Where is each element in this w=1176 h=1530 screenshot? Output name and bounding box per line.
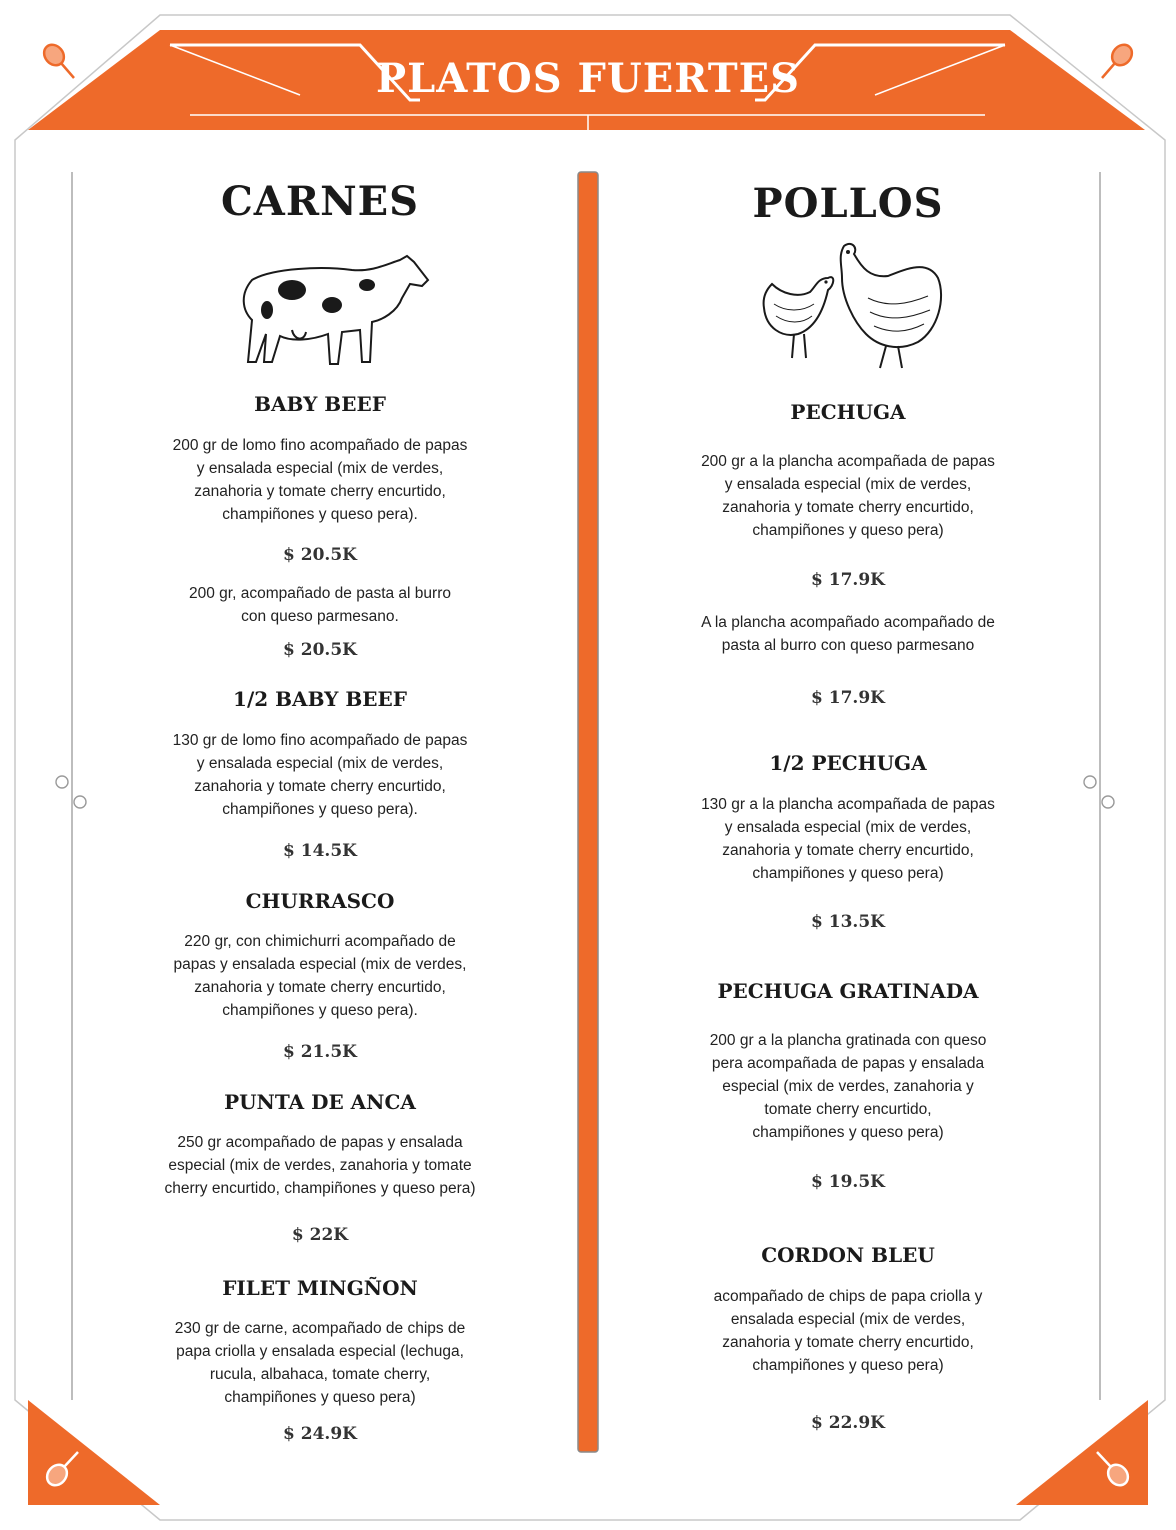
item-name-baby-beef: BABY BEEF bbox=[254, 392, 386, 416]
center-divider bbox=[578, 172, 598, 1452]
item-price-cordon-bleu: $ 22.9K bbox=[811, 1413, 885, 1433]
item-desc-punta-de-anca: 250 gr acompañado de papas y ensalada especial (mix de verdes, zanahoria y tomate cherry encurtido, champiñones y queso pera) bbox=[164, 1134, 476, 1197]
item-price-churrasco: $ 21.5K bbox=[283, 1042, 357, 1062]
item-desc-pechuga-gratinada: 200 gr a la plancha gratinada con queso pera acompañada de papas y ensalada especial (mix de verdes, zanahoria y tomate cherry encurtido, champiñones y queso pera) bbox=[709, 1032, 987, 1141]
item-name-pechuga: PECHUGA bbox=[790, 400, 906, 424]
item-price-pechuga-gratinada: $ 19.5K bbox=[811, 1172, 885, 1192]
item-name-filet-mignon: FILET MINGÑON bbox=[222, 1276, 418, 1300]
page-title: PLATOS FUERTES bbox=[376, 55, 800, 102]
item-desc-cordon-bleu: acompañado de chips de papa criolla y ensalada especial (mix de verdes, zanahoria y tomate cherry encurtido, champiñones y queso pera) bbox=[713, 1288, 983, 1374]
bottom-left-corner bbox=[28, 1400, 160, 1505]
item-price-pechuga: $ 17.9K bbox=[811, 570, 885, 590]
item-desc-pechuga-pasta: A la plancha acompañado acompañado de pasta al burro con queso parmesano bbox=[701, 614, 995, 654]
item-price-filet-mignon: $ 24.9K bbox=[283, 1424, 357, 1444]
item-price-half-baby-beef: $ 14.5K bbox=[283, 841, 357, 861]
cow-illustration bbox=[232, 250, 432, 375]
item-price-punta-de-anca: $ 22K bbox=[291, 1225, 349, 1245]
item-desc-baby-beef-pasta: 200 gr, acompañado de pasta al burro con queso parmesano. bbox=[189, 585, 451, 625]
section-title-pollos: POLLOS bbox=[752, 180, 944, 227]
item-price-baby-beef-pasta: $ 20.5K bbox=[283, 640, 357, 660]
bottom-right-corner bbox=[1016, 1400, 1148, 1505]
item-price-pechuga-pasta: $ 17.9K bbox=[811, 688, 885, 708]
item-desc-pechuga: 200 gr a la plancha acompañada de papas y ensalada especial (mix de verdes, zanahoria y tomate cherry encurtido, champiñones y queso pera) bbox=[701, 453, 995, 539]
hens-illustration bbox=[758, 238, 948, 373]
item-desc-half-pechuga: 130 gr a la plancha acompañada de papas y ensalada especial (mix de verdes, zanahoria y tomate cherry encurtido, champiñones y queso pera) bbox=[701, 796, 995, 882]
item-name-pechuga-gratinada: PECHUGA GRATINADA bbox=[717, 979, 979, 1003]
item-name-half-baby-beef: 1/2 BABY BEEF bbox=[233, 687, 407, 711]
item-name-cordon-bleu: CORDON BLEU bbox=[761, 1243, 935, 1267]
section-title-carnes: CARNES bbox=[220, 178, 420, 225]
item-desc-filet-mignon: 230 gr de carne, acompañado de chips de papa criolla y ensalada especial (lechuga, rucula, albahaca, tomate cherry, champiñones y queso pera) bbox=[174, 1320, 466, 1406]
item-name-half-pechuga: 1/2 PECHUGA bbox=[769, 751, 927, 775]
item-price-baby-beef: $ 20.5K bbox=[283, 545, 357, 565]
item-desc-baby-beef: 200 gr de lomo fino acompañado de papas y ensalada especial (mix de verdes, zanahoria y tomate cherry encurtido, champiñones y queso pera). bbox=[172, 437, 468, 523]
item-name-punta-de-anca: PUNTA DE ANCA bbox=[224, 1090, 416, 1114]
item-name-churrasco: CHURRASCO bbox=[245, 889, 395, 913]
item-price-half-pechuga: $ 13.5K bbox=[811, 912, 885, 932]
item-desc-half-baby-beef: 130 gr de lomo fino acompañado de papas y ensalada especial (mix de verdes, zanahoria y tomate cherry encurtido, champiñones y queso pera). bbox=[172, 732, 468, 818]
item-desc-churrasco: 220 gr, con chimichurri acompañado de papas y ensalada especial (mix de verdes, zanahoria y tomate cherry encurtido, champiñones y queso pera). bbox=[173, 933, 467, 1019]
